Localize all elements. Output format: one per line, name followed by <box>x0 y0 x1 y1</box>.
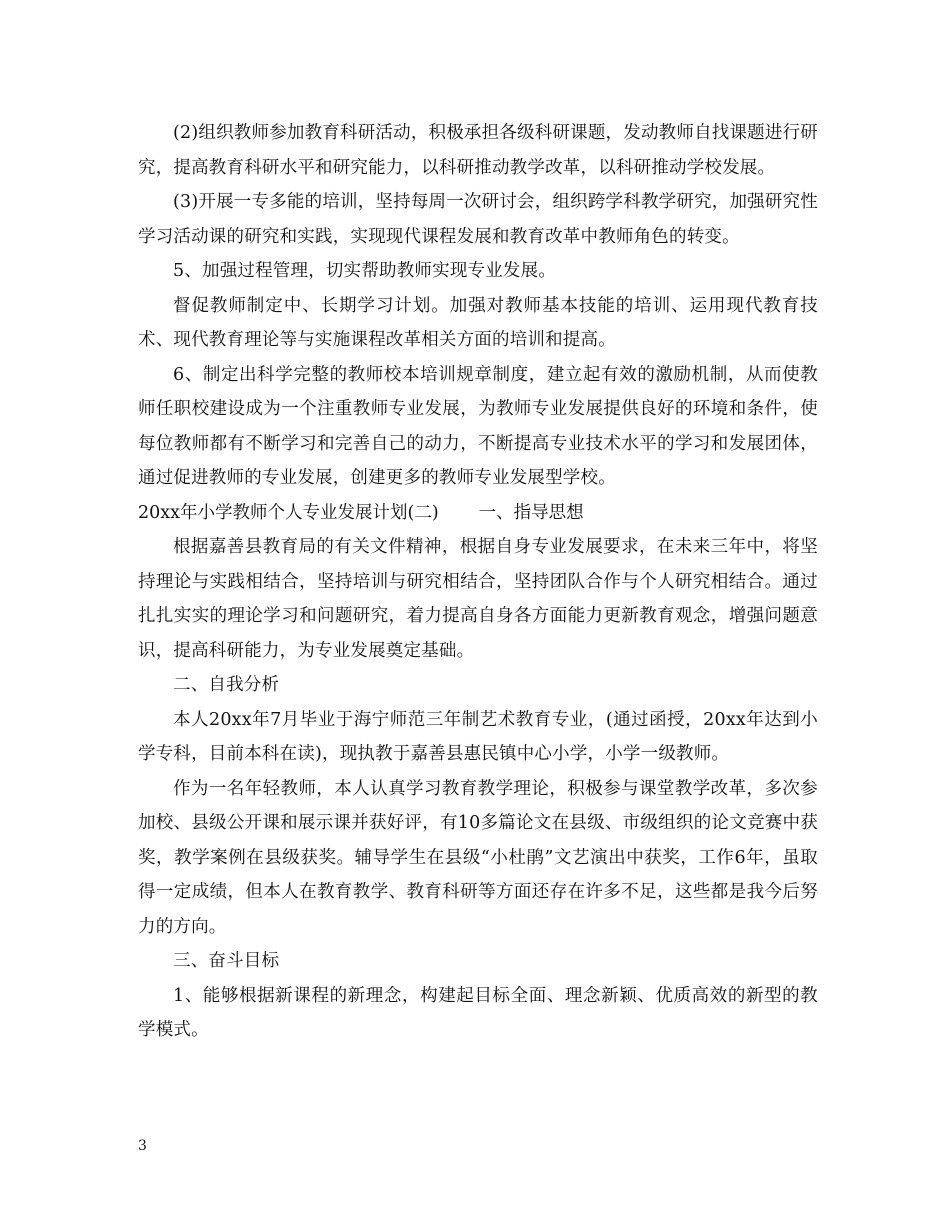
paragraph-study-plan: 督促教师制定中、长期学习计划。加强对教师基本技能的培训、运用现代教育技术、现代教育理论等与实施课程改革相关方面的培训和提高。 <box>138 295 818 350</box>
paragraph-goal-1: 1、能够根据新课程的新理念，构建起目标全面、理念新颖、优质高效的新型的教学模式。 <box>138 985 818 1040</box>
paragraph-heading-5: 5、加强过程管理，切实帮助教师实现专业发展。 <box>173 261 557 281</box>
section-heading-guiding-idea: 一、指导思想 <box>478 502 584 523</box>
page-number: 3 <box>138 1138 147 1154</box>
paragraph-achievements: 作为一名年轻教师，本人认真学习教育教学理论，积极参与课堂教学改革，多次参加校、县级公开课和展示课并获好评，有10多篇论文在县级、市级组织的论文竞赛中获奖，教学案例在县级获奖。辅导学生在县级“小杜鹃”文艺演出中获奖，工作6年，虽取得一定成绩，但本人在教育教学、教育科研等方面还存在许多不足，这些都是我今后努力的方向。 <box>138 778 818 937</box>
paragraph-background: 本人20xx年7月毕业于海宁师范三年制艺术教育专业，(通过函授，20xx年达到小学专科，目前本科在读)，现执教于嘉善县惠民镇中心小学，小学一级教师。 <box>138 709 818 764</box>
section-title: 20xx年小学教师个人专业发展计划(二) <box>138 502 439 523</box>
paragraph-heading-6: 6、制定出科学完整的教师校本培训规章制度，建立起有效的激励机制，从而使教师任职校建设成为一个注重教师专业发展，为教师专业发展提供良好的环境和条件，使每位教师都有不断学习和完善自己的动力，不断提高专业技术水平的学习和发展团体，通过促进教师的专业发展，创建更多的教师专业发展型学校。 <box>138 364 818 488</box>
paragraph-item-3: (3)开展一专多能的培训，坚持每周一次研讨会，组织跨学科教学研究，加强研究性学习活动课的研究和实践，实现现代课程发展和教育改革中教师角色的转变。 <box>138 192 818 247</box>
paragraph-guiding-idea: 根据嘉善县教育局的有关文件精神，根据自身专业发展要求，在未来三年中，将坚持理论与实践相结合，坚持培训与研究相结合，坚持团队合作与个人研究相结合。通过扎扎实实的理论学习和问题研究，着力提高自身各方面能力更新教育观念，增强问题意识，提高科研能力，为专业发展奠定基础。 <box>138 537 818 661</box>
document-body <box>138 116 818 1048</box>
paragraph-item-2: (2)组织教师参加教育科研活动，积极承担各级科研课题，发动教师自找课题进行研究，提高教育科研水平和研究能力，以科研推动教学改革，以科研推动学校发展。 <box>138 123 818 178</box>
section-title-line <box>138 496 818 531</box>
section-heading-goals: 三、奋斗目标 <box>173 951 280 971</box>
section-heading-self-analysis: 二、自我分析 <box>173 675 280 695</box>
